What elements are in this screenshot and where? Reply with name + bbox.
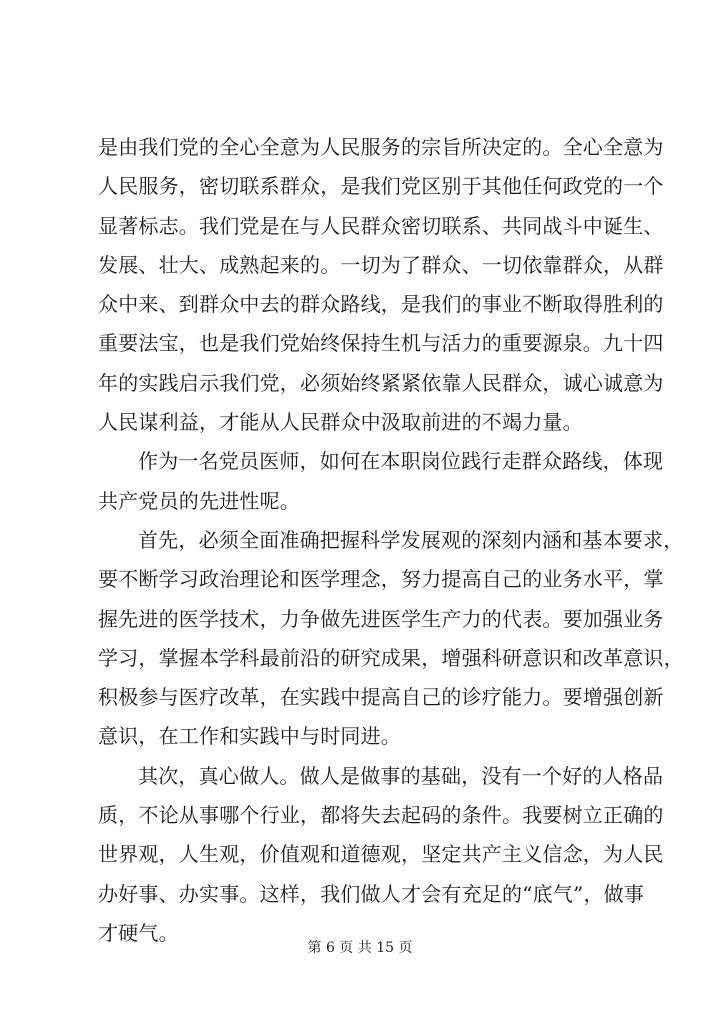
page-footer: 第 6 页 共 15 页 <box>307 940 413 956</box>
text-line: 质，不论从事哪个行业，都将失去起码的条件。我要树立正确的 <box>98 803 664 828</box>
text-line: 人民谋利益，才能从人民群众中汲取前进的不竭力量。 <box>98 410 583 435</box>
text-line: 年的实践启示我们党，必须始终紧紧依靠人民群众，诚心诚意为 <box>98 370 664 395</box>
text-line: 是由我们党的全心全意为人民服务的宗旨所决定的。全心全意为 <box>98 135 664 159</box>
text-line: 众中来、到群众中去的群众路线，是我们的事业不断取得胜利的 <box>98 292 664 317</box>
text-line: 要不断学习政治理论和医学理念，努力提高自己的业务水平，掌 <box>98 567 664 592</box>
text-line: 积极参与医疗改革，在实践中提高自己的诊疗能力。要增强创新 <box>98 685 664 710</box>
text-line: 世界观，人生观，价值观和道德观，坚定共产主义信念，为人民 <box>98 842 664 867</box>
paragraph-start-line: 其次，真心做人。做人是做事的基础，没有一个好的人格品 <box>138 763 664 788</box>
text-line: 共产党员的先进性呢。 <box>98 488 300 513</box>
text-line: 显著标志。我们党是在与人民群众密切联系、共同战斗中诞生、 <box>98 213 664 238</box>
text-line: 意识，在工作和实践中与时同进。 <box>98 724 401 749</box>
text-line: 才硬气。 <box>98 920 179 945</box>
text-line: 人民服务，密切联系群众，是我们党区别于其他任何政党的一个 <box>98 174 664 199</box>
body-text <box>98 128 684 953</box>
paragraph-start-line: 作为一名党员医师，如何在本职岗位践行走群众路线，体现 <box>138 449 664 474</box>
text-line: 学习，掌握本学科最前沿的研究成果，增强科研意识和改革意识， <box>98 645 684 670</box>
text-line: 发展、壮大、成熟起来的。一切为了群众、一切依靠群众，从群 <box>98 252 664 277</box>
text-line: 握先进的医学技术，力争做先进医学生产力的代表。要加强业务 <box>98 606 664 631</box>
text-line: 重要法宝，也是我们党始终保持生机与活力的重要源泉。九十四 <box>98 331 664 356</box>
paragraph-start-line: 首先，必须全面准确把握科学发展观的深刻内涵和基本要求， <box>138 527 684 552</box>
text-line: 办好事、办实事。这样，我们做人才会有充足的“底气”，做事 <box>98 881 645 906</box>
